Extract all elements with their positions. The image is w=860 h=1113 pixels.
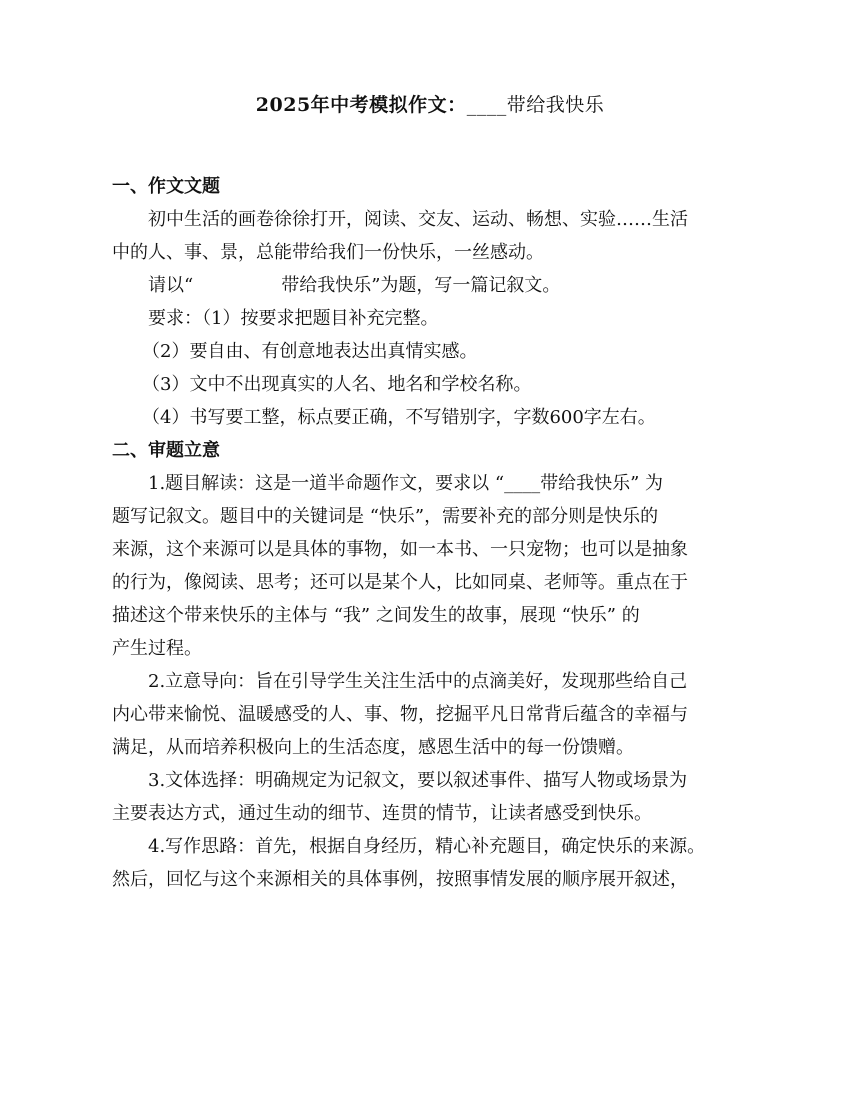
paragraph-line: 来源，这个来源可以是具体的事物，如一本书、一只宠物；也可以是抽象 xyxy=(112,539,688,560)
paragraph-line: 然后，回忆与这个来源相关的具体事例，按照事情发展的顺序展开叙述， xyxy=(112,869,688,890)
requirements xyxy=(112,302,752,434)
paragraph-line: 的行为，像阅读、思考；还可以是某个人，比如同桌、老师等。重点在于 xyxy=(112,572,688,593)
section-heading-prompt: 一、作文文题 xyxy=(112,176,220,197)
paragraph-line: 3.文体选择：明确规定为记叙文，要以叙述事件、描写人物或场景为 xyxy=(148,770,688,791)
analysis-item-2 xyxy=(112,665,752,764)
paragraph-line: 2.立意导向：旨在引导学生关注生活中的点滴美好，发现那些给自己 xyxy=(148,671,688,692)
document-body xyxy=(112,170,752,896)
requirement-item: （4）书写要工整，标点要正确，不写错别字，字数600字左右。 xyxy=(142,407,656,428)
paragraph-line: 满足，从而培养积极向上的生活态度，感恩生活中的每一份馈赠。 xyxy=(112,737,634,758)
paragraph-line: 1.题目解读：这是一道半命题作文，要求以 “____带给我快乐” 为 xyxy=(148,473,664,494)
paragraph-line: 中的人、事、景，总能带给我们一份快乐，一丝感动。 xyxy=(112,242,544,263)
page-title xyxy=(0,90,860,117)
paragraph-line: 初中生活的画卷徐徐打开，阅读、交友、运动、畅想、实验……生活 xyxy=(148,209,688,230)
requirement-item: （2）要自由、有创意地表达出真情实感。 xyxy=(142,341,478,362)
section-heading-analysis: 二、审题立意 xyxy=(112,440,220,461)
analysis-item-4 xyxy=(112,830,752,896)
analysis-item-3 xyxy=(112,764,752,830)
prompt-paragraph xyxy=(112,203,752,269)
title-blank: ____ xyxy=(466,94,507,116)
title-tail: 带给我快乐 xyxy=(506,94,605,116)
paragraph-line: 主要表达方式，通过生动的细节、连贯的情节，让读者感受到快乐。 xyxy=(112,803,652,824)
paragraph-line: 产生过程。 xyxy=(112,638,202,659)
paragraph-line: 描述这个带来快乐的主体与 “我” 之间发生的故事，展现 “快乐” 的 xyxy=(112,605,640,626)
paragraph-line: 内心带来愉悦、温暖感受的人、事、物，挖掘平凡日常背后蕴含的幸福与 xyxy=(112,704,688,725)
title-main: 2025年中考模拟作文： xyxy=(255,94,467,116)
instruction-before: 请以“ xyxy=(148,275,194,296)
paragraph-line: 4.写作思路：首先，根据自身经历，精心补充题目，确定快乐的来源。 xyxy=(148,836,706,857)
title-instruction xyxy=(112,269,752,302)
requirement-item: 要求：（1）按要求把题目补充完整。 xyxy=(148,308,439,329)
paragraph-line: 题写记叙文。题目中的关键词是 “快乐”，需要补充的部分则是快乐的 xyxy=(112,506,659,527)
requirement-item: （3）文中不出现真实的人名、地名和学校名称。 xyxy=(142,374,532,395)
instruction-after: 带给我快乐”为题，写一篇记叙文。 xyxy=(281,275,561,296)
paragraph-line xyxy=(112,269,752,302)
analysis-item-1 xyxy=(112,467,752,665)
